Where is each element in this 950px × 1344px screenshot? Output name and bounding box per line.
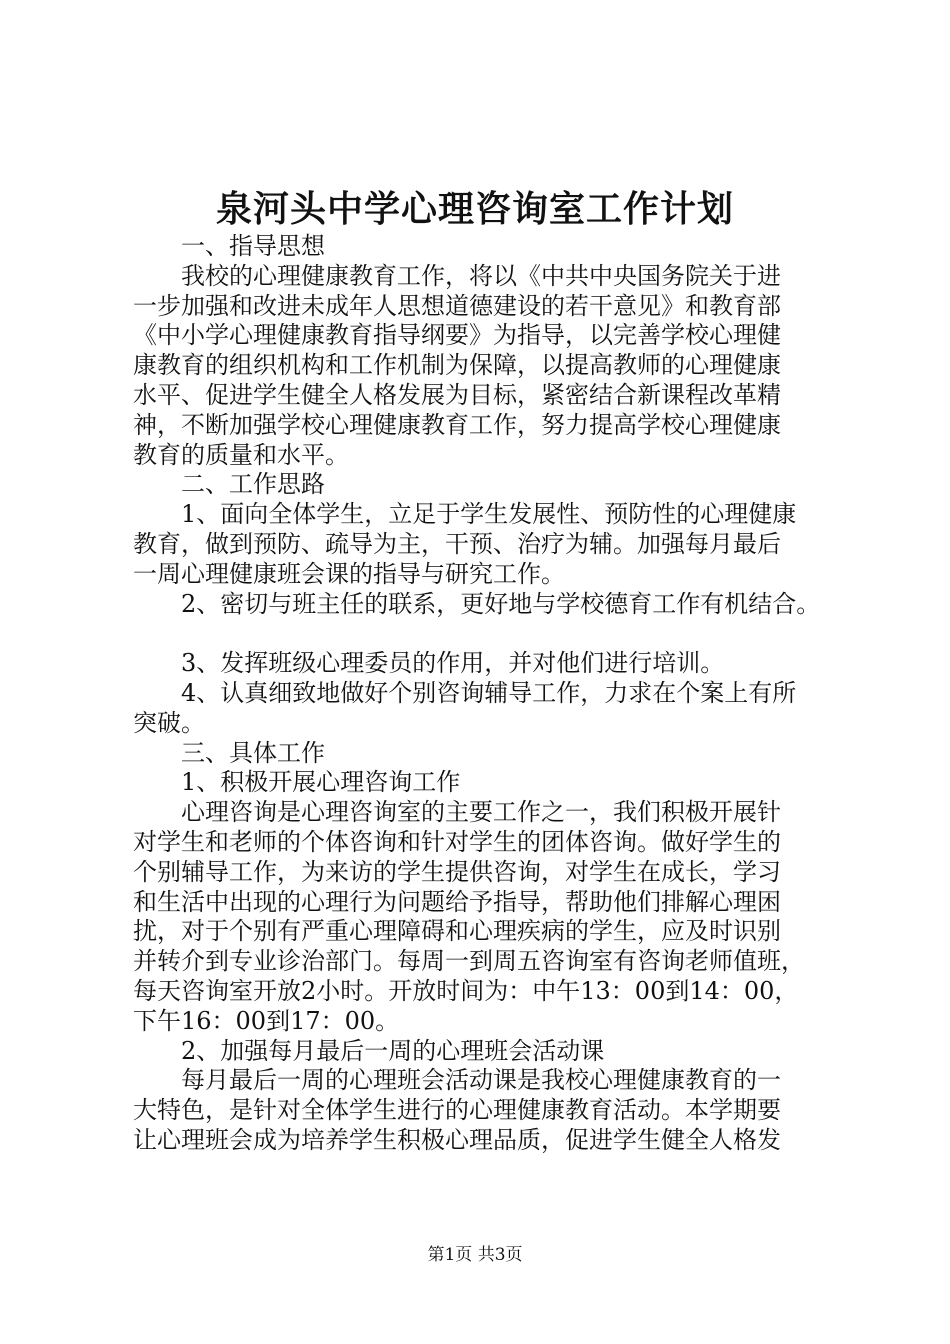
paragraph-line: 水平、促进学生健全人格发展为目标，紧密结合新课程改革精 bbox=[133, 380, 781, 409]
paragraph-line: 1、积极开展心理咨询工作 bbox=[181, 768, 461, 797]
paragraph-line: 个别辅导工作，为来访的学生提供咨询，对学生在成长，学习 bbox=[133, 857, 781, 886]
paragraph-line: 一步加强和改进未成年人思想道德建设的若干意见》和教育部 bbox=[133, 291, 781, 320]
paragraph-line: 1、面向全体学生，立足于学生发展性、预防性的心理健康 bbox=[181, 500, 797, 529]
paragraph-line: 二、工作思路 bbox=[181, 470, 325, 499]
paragraph-line: 康教育的组织机构和工作机制为保障，以提高教师的心理健康 bbox=[133, 351, 781, 380]
paragraph-line: 心理咨询是心理咨询室的主要工作之一，我们积极开展针 bbox=[181, 798, 781, 827]
paragraph-line: 我校的心理健康教育工作，将以《中共中央国务院关于进 bbox=[181, 261, 781, 290]
paragraph-line: 2、加强每月最后一周的心理班会活动课 bbox=[181, 1036, 605, 1065]
paragraph-line: 2、密切与班主任的联系，更好地与学校德育工作有机结合。 bbox=[181, 589, 821, 618]
paragraph-line: 教育的质量和水平。 bbox=[133, 440, 349, 469]
paragraph-line: 一、指导思想 bbox=[181, 232, 325, 260]
paragraph-line: 下午16：00到17：00。 bbox=[133, 1006, 400, 1035]
paragraph-line: 每月最后一周的心理班会活动课是我校心理健康教育的一 bbox=[181, 1066, 781, 1095]
paragraph-line: 扰，对于个别有严重心理障碍和心理疾病的学生，应及时识别 bbox=[133, 917, 781, 946]
paragraph-line: 教育，做到预防、疏导为主，干预、治疗为辅。加强每月最后 bbox=[133, 529, 781, 558]
paragraph-line: 突破。 bbox=[133, 708, 205, 737]
paragraph-line: 4、认真细致地做好个别咨询辅导工作，力求在个案上有所 bbox=[181, 678, 797, 707]
paragraph-line: 大特色，是针对全体学生进行的心理健康教育活动。本学期要 bbox=[133, 1096, 781, 1125]
paragraph-line: 并转介到专业诊治部门。每周一到周五咨询室有咨询老师值班， bbox=[133, 947, 805, 976]
blank-line bbox=[133, 619, 853, 649]
paragraph-line: 对学生和老师的个体咨询和针对学生的团体咨询。做好学生的 bbox=[133, 827, 781, 856]
paragraph-line: 《中小学心理健康教育指导纲要》为指导，以完善学校心理健 bbox=[133, 321, 781, 350]
paragraph-line: 每天咨询室开放2小时。开放时间为：中午13：00到14：00， bbox=[133, 976, 799, 1005]
document-body bbox=[133, 232, 853, 1156]
paragraph-line: 3、发挥班级心理委员的作用，并对他们进行培训。 bbox=[181, 649, 725, 678]
page-footer: 第1页 共3页 bbox=[427, 1245, 523, 1265]
paragraph-line: 让心理班会成为培养学生积极心理品质，促进学生健全人格发 bbox=[133, 1125, 781, 1154]
document-title: 泉河头中学心理咨询室工作计划 bbox=[215, 188, 734, 230]
paragraph-line: 和生活中出现的心理行为问题给予指导，帮助他们排解心理困 bbox=[133, 887, 781, 916]
paragraph-line: 一周心理健康班会课的指导与研究工作。 bbox=[133, 559, 565, 588]
paragraph-line: 神，不断加强学校心理健康教育工作，努力提高学校心理健康 bbox=[133, 410, 781, 439]
paragraph-line: 三、具体工作 bbox=[181, 738, 325, 767]
